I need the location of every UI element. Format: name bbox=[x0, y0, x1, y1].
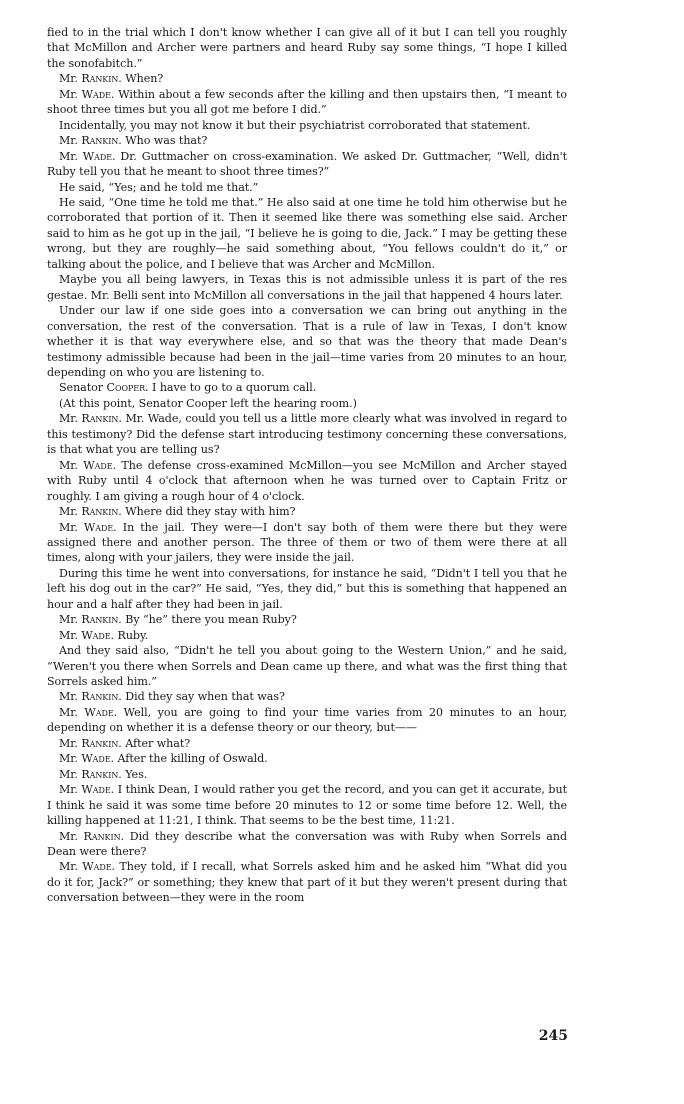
speaker-title: Mr. bbox=[59, 705, 78, 719]
paragraph-text: Maybe you all being lawyers, in Texas this is not admissible unless it is part of the res gestae. Mr. Belli sent into McMillon all conversations in the jail that happened 4 hours later. bbox=[47, 273, 567, 302]
transcript-paragraph bbox=[47, 411, 567, 457]
transcript-paragraph bbox=[47, 458, 567, 504]
paragraph-text: Where did they stay with him? bbox=[125, 505, 296, 519]
speaker-name: Rankin. bbox=[81, 505, 122, 519]
paragraph-text: Did they say when that was? bbox=[125, 690, 285, 704]
transcript-paragraph bbox=[47, 782, 567, 828]
speaker-name: Wade. bbox=[81, 87, 115, 101]
speaker-title: Mr. bbox=[59, 520, 78, 534]
speaker-name: Wade. bbox=[84, 705, 118, 719]
speaker-title: Mr. bbox=[59, 134, 78, 148]
paragraph-text: (At this point, Senator Cooper left the hearing room.) bbox=[59, 396, 357, 410]
speaker-title: Mr. bbox=[59, 149, 78, 163]
paragraph-text: Incidentally, you may not know it but their psychiatrist corroborated that statement. bbox=[59, 118, 531, 132]
speaker-name: Rankin. bbox=[81, 767, 122, 781]
paragraph-text: I have to go to a quorum call. bbox=[152, 381, 317, 395]
speaker-name: Rankin. bbox=[81, 690, 122, 704]
speaker-title: Mr. bbox=[59, 767, 78, 781]
transcript-paragraph bbox=[47, 705, 567, 736]
transcript-paragraph bbox=[47, 751, 567, 766]
speaker-name: Wade. bbox=[81, 628, 115, 642]
speaker-title: Mr. bbox=[59, 613, 78, 627]
transcript-paragraph bbox=[47, 504, 567, 519]
speaker-title: Mr. bbox=[59, 860, 78, 874]
transcript-paragraph bbox=[47, 736, 567, 751]
paragraph-text: He said, “One time he told me that.” He also said at one time he told him otherwise but he corroborated that portion of it. Then it seemed like there was something else said. Archer said to him as he got up in the jail, “I believe he is going to die, Jack.” I may be getting these wrong, but they are roughly—he said something about, “You fellows couldn't do it,” or talking about the police, and I believe that was Archer and McMillon. bbox=[47, 195, 567, 271]
transcript-paragraph bbox=[47, 829, 567, 860]
transcript-paragraph bbox=[47, 566, 567, 612]
paragraph-text: By “he” there you mean Ruby? bbox=[125, 613, 297, 627]
transcript-paragraph bbox=[47, 195, 567, 272]
transcript-paragraph bbox=[47, 149, 567, 180]
paragraph-text: Within about a few seconds after the killing and then upstairs then, “I meant to shoot three times but you all got me before I did.” bbox=[47, 87, 567, 117]
transcript-paragraph bbox=[47, 303, 567, 380]
speaker-title: Mr. bbox=[59, 458, 78, 472]
speaker-name: Wade. bbox=[81, 783, 115, 797]
transcript-paragraph bbox=[47, 859, 567, 905]
transcript-paragraph bbox=[47, 87, 567, 118]
speaker-title: Mr. bbox=[59, 736, 78, 750]
paragraph-text: During this time he went into conversations, for instance he said, “Didn't I tell you that he left his dog out in the car?” He said, “Yes, they did,” but this is something that happened an hour and a half after they had been in jail. bbox=[47, 566, 567, 611]
speaker-name: Rankin. bbox=[81, 412, 122, 426]
speaker-name: Rankin. bbox=[81, 72, 122, 86]
speaker-name: Cooper. bbox=[106, 381, 149, 395]
transcript-paragraph bbox=[47, 25, 567, 71]
speaker-title: Mr. bbox=[59, 752, 78, 766]
paragraph-text: I think Dean, I would rather you get the record, and you can get it accurate, but I think he said it was some time before 20 minutes to 12 or some time before 12. Well, the killing happened at 11:21, I think. That seems to be the best time, 11:21. bbox=[47, 783, 567, 828]
transcript-paragraph bbox=[47, 689, 567, 704]
paragraph-text: Did they describe what the conversation was with Ruby when Sorrels and Dean were there? bbox=[47, 829, 568, 859]
speaker-name: Wade. bbox=[83, 520, 117, 534]
speaker-title: Mr. bbox=[59, 829, 78, 843]
transcript-paragraph bbox=[47, 118, 567, 133]
transcript-paragraph bbox=[47, 180, 567, 195]
speaker-name: Wade. bbox=[83, 458, 116, 472]
paragraph-text: Dr. Guttmacher on cross-examination. We asked Dr. Guttmacher, “Well, didn't Ruby tell you that he meant to shoot three times?” bbox=[47, 149, 567, 179]
paragraph-text: Well, you are going to find your time varies from 20 minutes to an hour, depending on whether it is a defense theory or our theory, but—— bbox=[47, 705, 567, 735]
speaker-title: Mr. bbox=[59, 72, 78, 86]
paragraph-text: He said, “Yes; and he told me that.” bbox=[59, 180, 259, 194]
transcript-paragraph bbox=[47, 520, 567, 566]
transcript-body bbox=[47, 25, 567, 906]
paragraph-text: After the killing of Oswald. bbox=[117, 752, 268, 766]
speaker-title: Mr. bbox=[59, 505, 78, 519]
paragraph-text: In the jail. They were—I don't say both of them were there but they were assigned there and another person. The three of them or two of them were there at all times, along with your jailers, they were inside the jail. bbox=[47, 520, 568, 565]
speaker-title: Senator bbox=[59, 381, 104, 395]
speaker-name: Rankin. bbox=[81, 134, 122, 148]
speaker-name: Rankin. bbox=[83, 829, 124, 843]
transcript-paragraph bbox=[47, 133, 567, 148]
transcript-paragraph bbox=[47, 767, 567, 782]
paragraph-text: Mr. Wade, could you tell us a little more clearly what was involved in regard to this testimony? Did the defense start introducing testimony concerning these conversations, is that what you are telling us? bbox=[47, 412, 567, 457]
paragraph-text: Who was that? bbox=[125, 134, 208, 148]
speaker-title: Mr. bbox=[59, 412, 78, 426]
speaker-title: Mr. bbox=[59, 628, 78, 642]
transcript-paragraph bbox=[47, 612, 567, 627]
speaker-name: Rankin. bbox=[81, 613, 122, 627]
speaker-title: Mr. bbox=[59, 87, 78, 101]
paragraph-text: The defense cross-examined McMillon—you see McMillon and Archer stayed with Ruby until 4 o'clock that afternoon when he was turned over to Captain Fritz or roughly. I am giving a rough hour of 4 o'clock. bbox=[47, 458, 567, 503]
transcript-paragraph bbox=[47, 380, 567, 395]
transcript-paragraph bbox=[47, 628, 567, 643]
speaker-title: Mr. bbox=[59, 783, 78, 797]
speaker-title: Mr. bbox=[59, 690, 78, 704]
page-number: 245 bbox=[538, 1028, 568, 1044]
paragraph-text: After what? bbox=[125, 736, 191, 750]
paragraph-text: Yes. bbox=[125, 767, 148, 781]
paragraph-text: They told, if I recall, what Sorrels asked him and he asked him “What did you do it for, Jack?” or something; they knew that part of it but they weren't present during that conversation between—they were in the room bbox=[47, 860, 568, 905]
speaker-name: Rankin. bbox=[81, 736, 122, 750]
paragraph-text: When? bbox=[125, 72, 164, 86]
transcript-paragraph bbox=[47, 643, 567, 689]
paragraph-text: Under our law if one side goes into a conversation we can bring out anything in the conversation, the rest of the conversation. That is a rule of law in Texas, I don't know whether it is that way everywhere else, and so that was the theory that made Dean's testimony admissible because had been in the jail—time varies from 20 minutes to an hour, depending on who you are listening to. bbox=[47, 304, 567, 379]
transcript-paragraph bbox=[47, 272, 567, 303]
paragraph-text: Ruby. bbox=[117, 628, 149, 642]
transcript-paragraph bbox=[47, 396, 567, 411]
speaker-name: Wade. bbox=[82, 149, 116, 163]
speaker-name: Wade. bbox=[81, 752, 115, 766]
transcript-paragraph bbox=[47, 71, 567, 86]
paragraph-text: fied to in the trial which I don't know whether I can give all of it but I can tell you roughly that McMillon and Archer were partners and heard Ruby say some things, “I hope I killed the sonofabitch.” bbox=[47, 26, 567, 70]
speaker-name: Wade. bbox=[82, 860, 115, 874]
paragraph-text: And they said also, “Didn't he tell you about going to the Western Union,” and he said, “Weren't you there when Sorrels and Dean came up there, and what was the first thing that Sorrels asked him.” bbox=[47, 644, 567, 689]
